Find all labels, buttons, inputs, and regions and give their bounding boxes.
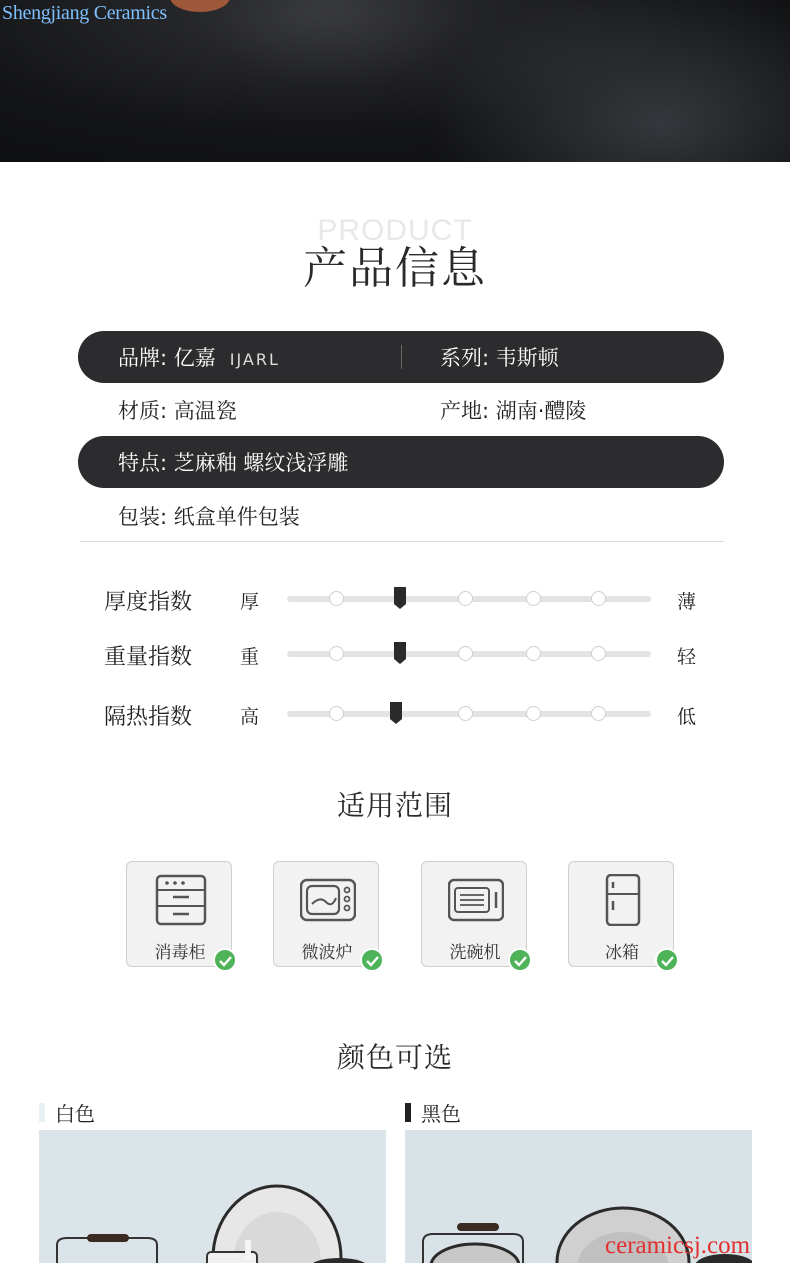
index-marker	[393, 641, 407, 665]
fridge-icon	[595, 874, 651, 926]
index-row	[0, 634, 790, 674]
index-step-dot	[526, 646, 541, 661]
color-label: 白色	[55, 1102, 95, 1126]
info-row-brand	[78, 331, 724, 383]
index-step-dot	[526, 706, 541, 721]
info-row-material	[78, 384, 724, 436]
watermark-top: Shengjiang Ceramics	[2, 2, 167, 24]
color-swatch	[405, 1103, 411, 1122]
dishwasher-icon	[448, 874, 504, 926]
index-step-dot	[526, 591, 541, 606]
usage-label: 冰箱	[605, 943, 639, 963]
brand-cell	[118, 342, 280, 372]
index-step-dot	[458, 646, 473, 661]
info-row-packing	[78, 490, 724, 542]
index-row	[0, 694, 790, 734]
index-marker	[389, 701, 403, 725]
usage-title: 适用范围	[336, 789, 453, 822]
check-icon	[360, 948, 384, 972]
index-label: 隔热指数	[104, 705, 193, 730]
packing-value: 包装: 纸盒单件包装	[118, 505, 300, 529]
usage-label: 微波炉	[301, 943, 353, 963]
index-step-dot	[458, 706, 473, 721]
check-icon	[508, 948, 532, 972]
usage-label: 洗碗机	[449, 943, 501, 963]
white-tableware-image	[39, 1130, 386, 1263]
watermark-bottom: ceramicsj.com	[605, 1232, 751, 1259]
color-label: 黑色	[421, 1102, 461, 1126]
material-value: 材质: 高温瓷	[118, 399, 237, 423]
index-min-label: 重	[240, 646, 260, 668]
index-min-label: 高	[240, 706, 260, 728]
white-variant-photo	[39, 1130, 386, 1263]
check-icon	[213, 948, 237, 972]
index-step-dot	[329, 646, 344, 661]
origin-value: 产地: 湖南·醴陵	[440, 399, 587, 423]
index-step-dot	[591, 591, 606, 606]
index-step-dot	[458, 591, 473, 606]
brand-logo-text: IJARL	[229, 350, 280, 369]
hero-fabric-highlight	[200, 0, 460, 90]
hero-fabric	[410, 0, 790, 162]
section-divider	[80, 541, 724, 542]
check-icon	[655, 948, 679, 972]
info-row-feature	[78, 436, 724, 488]
color-option-black	[405, 1098, 461, 1127]
colors-title: 颜色可选	[336, 1041, 453, 1074]
color-option-white	[39, 1098, 95, 1127]
row-divider	[401, 345, 402, 369]
index-min-label: 厚	[240, 591, 260, 613]
index-step-dot	[591, 646, 606, 661]
index-max-label: 薄	[677, 591, 697, 613]
page-title: 产品信息	[303, 243, 487, 294]
index-max-label: 低	[677, 706, 697, 728]
usage-label: 消毒柜	[154, 943, 206, 963]
color-swatch	[39, 1103, 45, 1122]
series-value: 系列: 韦斯顿	[440, 346, 559, 370]
index-row	[0, 579, 790, 619]
index-max-label: 轻	[677, 646, 697, 668]
index-step-dot	[329, 706, 344, 721]
feature-value: 特点: 芝麻釉 螺纹浅浮雕	[118, 451, 349, 475]
sterilizer-cabinet-icon	[153, 874, 209, 926]
microwave-icon	[300, 874, 356, 926]
brand-value: 品牌: 亿嘉	[118, 346, 216, 370]
index-step-dot	[329, 591, 344, 606]
title-ghost-text: PRODUCT	[317, 214, 473, 247]
index-label: 厚度指数	[104, 590, 193, 615]
index-step-dot	[591, 706, 606, 721]
index-label: 重量指数	[104, 645, 193, 670]
index-marker	[393, 586, 407, 610]
